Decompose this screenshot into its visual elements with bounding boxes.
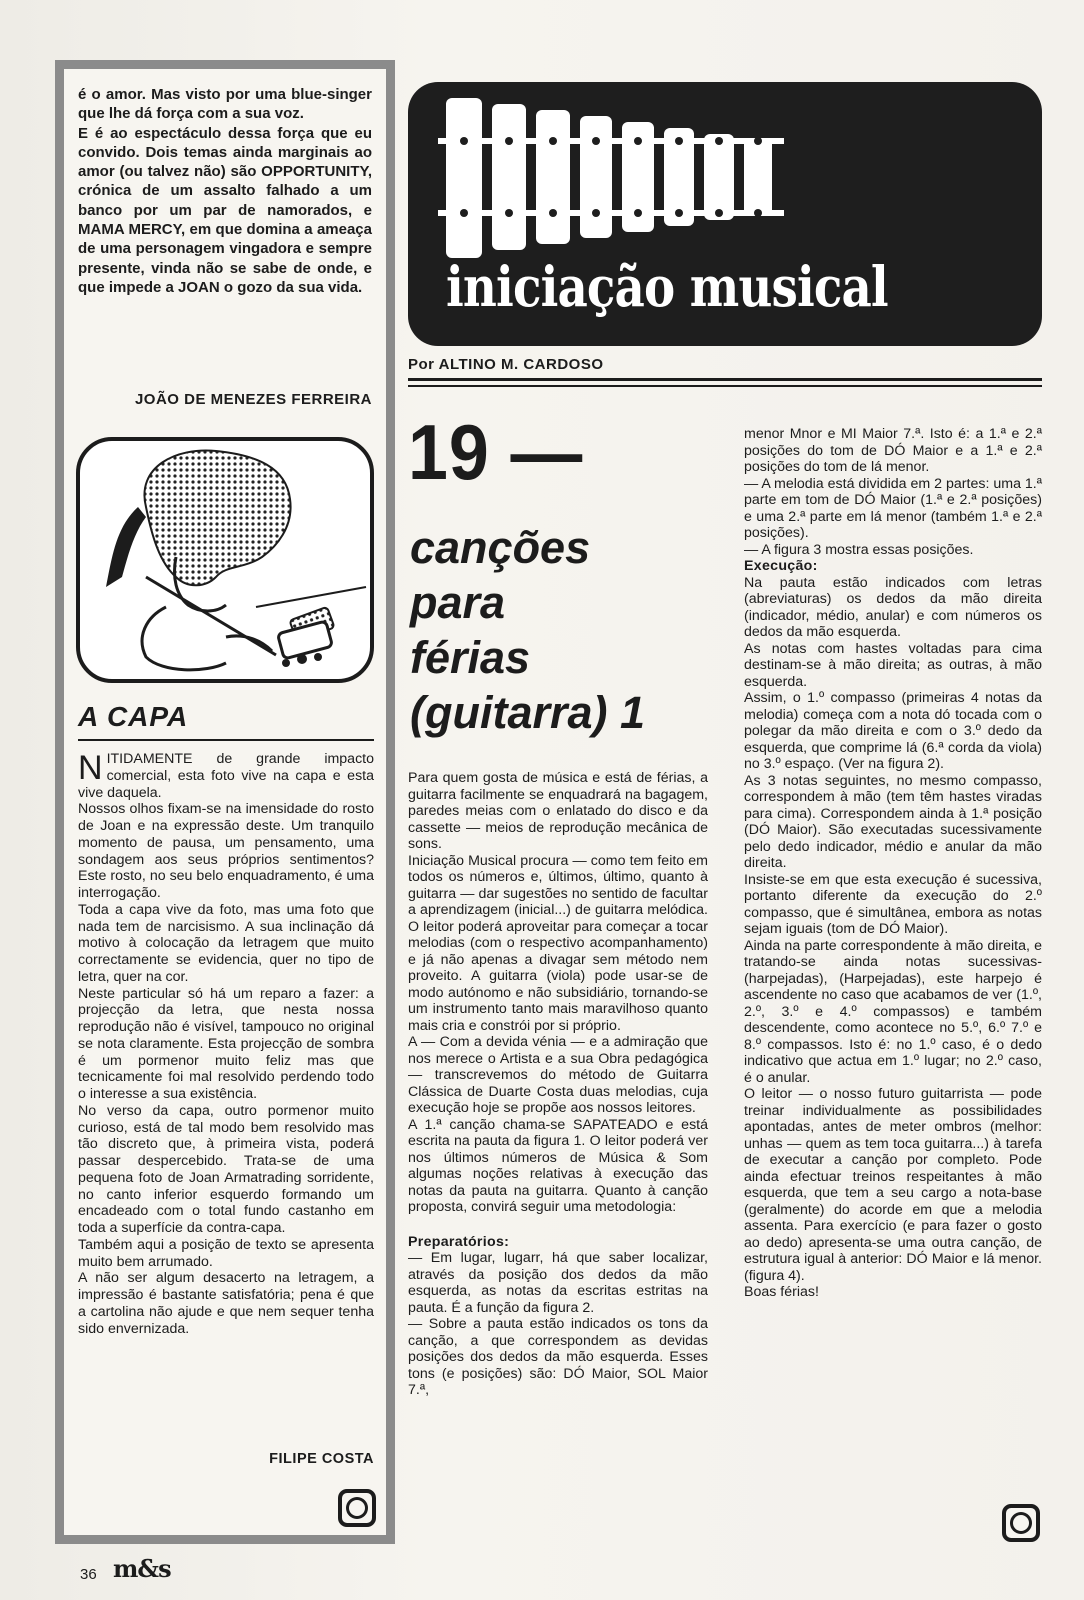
article-paragraph: A — Com a devida vénia — e a admiração que nos merece o Artista e a sua Obra pedagógica — transcrevemos do método de Guitarra Clássica de Duarte Costa duas melodias, cuja execução hoje se propõe aos nossos leitores. bbox=[408, 1034, 708, 1116]
page-number: 36 bbox=[80, 1566, 97, 1583]
headline-line: (guitarra) 1 bbox=[410, 687, 646, 738]
paint-dot bbox=[314, 653, 322, 661]
section-banner bbox=[408, 82, 1042, 346]
capa-text bbox=[78, 751, 374, 1337]
capa-rule bbox=[78, 739, 374, 741]
capa-paragraph: Neste particular só há um reparo a fazer: a projecção da letra, que nesta nossa reprodução não é visível, tampouco no original se nota claramente. Esta projecção de sombra é um pormenor muito feliz mas que tecnicamente foi mal resolvido perdendo todo o interesse a sua existência. bbox=[78, 985, 374, 1102]
article-paragraph: A 1.ª canção chama-se SAPATEADO e está escrita na pauta da figura 1. O leitor poderá ver nos últimos números de Música & Som algumas noções relativas à execução das notas da pauta na guitarra. Quanto à canção proposta, convirá seguir uma metodologia: bbox=[408, 1116, 708, 1215]
capa-signature: FILIPE COSTA bbox=[269, 1451, 374, 1467]
article-column-1 bbox=[408, 770, 708, 1399]
headline-line: para bbox=[410, 577, 506, 628]
execucao-heading: Execução: bbox=[744, 558, 818, 574]
banner-title: iniciação musical bbox=[446, 254, 888, 319]
review-paragraph: é o amor. Mas visto por uma blue-singer que lhe dá força com a sua voz. bbox=[78, 86, 372, 123]
capa-title: A CAPA bbox=[78, 701, 189, 732]
preparatorios-heading: Preparatórios: bbox=[408, 1233, 510, 1250]
article-headline bbox=[410, 520, 710, 740]
article-paragraph: — A melodia está dividida em 2 partes: uma 1.ª parte em tom de DÓ Maior (1.ª e 2.ª posições) e uma 2.ª parte em lá menor (também 1.ª e 2.ª posições). bbox=[744, 475, 1042, 541]
article-paragraph: — A figura 3 mostra essas posições. bbox=[744, 541, 974, 558]
article-paragraph: As 3 notas seguintes, no mesmo compasso, correspondem à mão (tem têm hastes viradas para cima). Correspondem ainda à 1.ª posição (DÓ Maior). São executadas sucessivamente pelo dedo indicador, médio e anular da mão direita. bbox=[744, 772, 1042, 871]
review-paragraph: E é ao espectáculo dessa força que eu convido. Dois temas ainda marginais ao amor (ou talvez não) são OPPORTUNITY, crónica de um assalto falhado a um banco por um par de namorados, e MAMA MERCY, em que domina a ameaça de uma personagem vingadora e sempre presente, vinda não se sabe de onde, e que impede a JOAN o gozo da sua vida. bbox=[78, 124, 372, 296]
paint-dot bbox=[297, 654, 307, 664]
left-column-frame bbox=[55, 60, 395, 1544]
magazine-logo: m&s bbox=[113, 1554, 171, 1583]
end-mark-icon bbox=[338, 1489, 376, 1527]
end-mark-icon bbox=[1002, 1504, 1040, 1542]
article-paragraph: Assim, o 1.º compasso (primeiras 4 notas da melodia) começa com a nota dó tocada com o polegar da mão direita e com o 3.º dedo da esquerda, que comprime lá (6.ª corda da viola) no 3.º espaço. (Ver na figura 2). bbox=[744, 690, 1042, 772]
article-column-2 bbox=[744, 426, 1042, 1301]
capa-paragraph: Também aqui a posição de texto se apresenta muito bem arrumado. bbox=[78, 1236, 374, 1270]
capa-paragraph: A não ser algum desacerto na letragem, a impressão é bastante satisfatória; pena é que a cartolina não ajude e que nem sequer tenha sido envernizada. bbox=[78, 1270, 374, 1337]
album-review-text bbox=[78, 85, 372, 297]
article-paragraph: Boas férias! bbox=[744, 1284, 819, 1300]
paint-dot bbox=[282, 659, 290, 667]
byline-rule bbox=[408, 378, 1042, 381]
article-paragraph: menor Mnor e MI Maior 7.ª. Isto é: a 1.ª e 2.ª posições do tom de DÓ Maior e a 1.ª e 2.ª posições do tom de lá menor. bbox=[744, 426, 1042, 475]
article-paragraph: Insiste-se em que esta execução é sucessiva, portanto diferente da execução do 2.º compasso, que é simultânea, embora as notas sejam iguais (tom de DÓ Maior). bbox=[744, 871, 1042, 937]
capa-paragraph: No verso da capa, outro pormenor muito curioso, está de tal modo bem resolvido mas tão discreto que, à primeira vista, poderá passar despercebido. Trata-se de uma pequena foto de Joan Armatrading sorridente, no canto inferior esquerdo formando um encadeado com o total fundo castanho em toda a superfície da contra-capa. bbox=[78, 1102, 374, 1236]
cover-illustration bbox=[76, 437, 374, 683]
capa-first-paragraph: NITIDAMENTE de grande impacto comercial, esta foto vive na capa e esta vive daquela. bbox=[78, 749, 374, 801]
article-paragraph: — Em lugar, lugarr, há que saber localizar, através da posição dos dedos da mão esquerda, as notas da escritas estritas na pauta. É a função da figura 2. bbox=[408, 1250, 708, 1316]
article-paragraph: Ainda na parte correspondente à mão direita, e tratando-se ainda notas sucessivas-(harpejadas), (Harpejadas), este harpejo é ascendente no caso que acabamos de ver (1.º, 2.º, 3.º e 4.º compassos) e também descendente, como acontece no 5.º, 6.º 7.º e 8.º compassos. Isto é: no 1.º caso, é o dedo indicativo que actua em 1.º lugar; no 2.º caso, é o anular. bbox=[744, 937, 1042, 1086]
xylophone-icon bbox=[438, 98, 798, 268]
article-paragraph: O leitor — o nosso futuro guitarrista — pode treinar individualmente as possibilidades apontadas, antes de meter ombros (melhor: unhas — quem as tem toca guitarra...) à tarefa de executar a canção por completo. Pode ainda efectuar treinos respeitantes à mão esquerda, que tem a seu cargo a nota-base (geralmente) do acorde em que a melodia assenta. Para exercício (e para fazer o gosto ao dedo) apresenta-se uma outra canção, de estrutura igual à anterior: DÓ Maior e lá menor. (figura 4). bbox=[744, 1086, 1042, 1284]
capa-paragraph: Nossos olhos fixam-se na imensidade do rosto de Joan e na expressão deste. Um tranquilo momento de pausa, um pensamento, uma sondagem aos seus próprios sentimentos? Este rosto, no seu belo enquadramento, é uma interrogação. bbox=[78, 801, 374, 901]
left-column bbox=[64, 69, 386, 1535]
drop-cap: N bbox=[78, 749, 103, 787]
headline-line: canções bbox=[410, 522, 591, 573]
article-paragraph: Na pauta estão indicados com letras (abreviaturas) os dedos da mão direita (indicador, médio, anular) e com números os dedos da mão esquerda. bbox=[744, 574, 1042, 640]
headline-line: férias bbox=[410, 632, 531, 683]
article-paragraph: Para quem gosta de música e está de férias, a guitarra facilmente se enquadrará na bagagem, paredes meias com o enlatado do disco e da cassette — meios de reprodução mecânica de sons. bbox=[408, 770, 708, 852]
article-paragraph: As notas com hastes voltadas para cima destinam-se à mão direita; as outras, à mão esquerda. bbox=[744, 640, 1042, 690]
article-number: 19 — bbox=[408, 408, 584, 496]
article-paragraph: Iniciação Musical procura — como tem feito em todos os números e, últimos, último, quanto à guitarra — dar sugestões no sentido de facultar a aprendizagem (inicial...) de guitarra melódica. O leitor poderá aproveitar para começar a tocar melodias (com o respectivo acompanhamento) e já não apenas a divagar sem método nem proveito. A guitarra (viola) pode usar-se de modo autónomo e não subsidiário, tornando-se um instrumento tanto mais maravilhoso quanto mais cria e constrói por si próprio. bbox=[408, 852, 708, 1034]
capa-paragraph: Toda a capa vive da foto, mas uma foto que nada tem de narcisismo. A sua inclinação dá motivo à colocação da letragem que muito correctamente se evidencia, quer no tipo de letra, quer na cor. bbox=[78, 901, 374, 985]
review-signature: JOÃO DE MENEZES FERREIRA bbox=[134, 391, 372, 408]
article-paragraph: — Sobre a pauta estão indicados os tons da canção, a que correspondem as devidas posições dos dedos da mão esquerda. Esses tons (e posições) são: DÓ Maior, SOL Maior 7.ª, bbox=[408, 1316, 708, 1398]
byline-rule bbox=[408, 385, 1042, 387]
byline: Por ALTINO M. CARDOSO bbox=[408, 356, 604, 373]
